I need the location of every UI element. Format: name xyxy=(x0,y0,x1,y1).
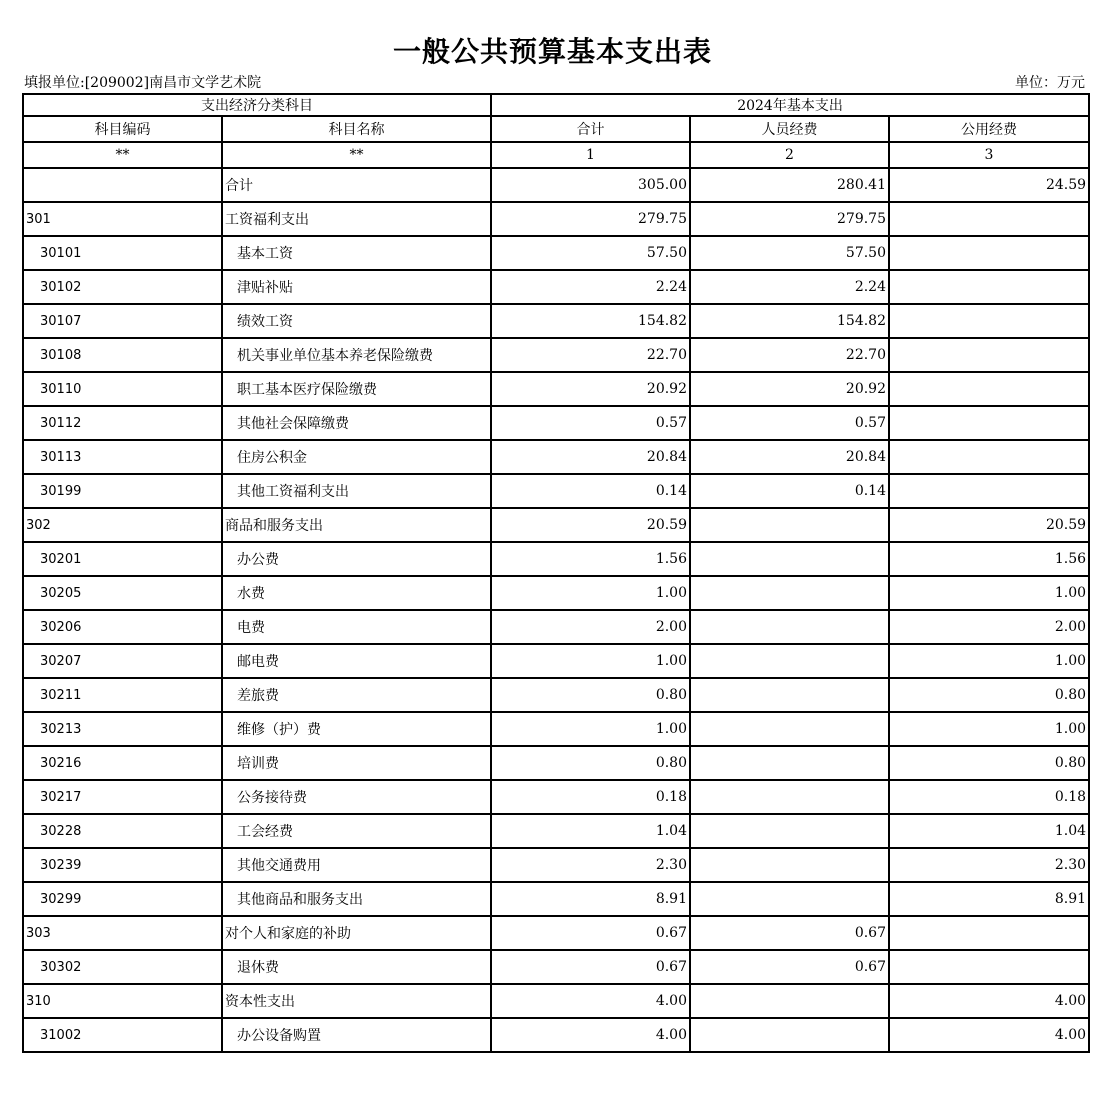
header-code-index: ** xyxy=(23,142,222,168)
table-row xyxy=(23,576,1089,610)
table-row xyxy=(23,304,1089,338)
row-code: 30216 xyxy=(23,746,222,780)
table-row xyxy=(23,1018,1089,1052)
row-personnel: 20.84 xyxy=(690,440,889,474)
header-name: 科目名称 xyxy=(222,116,491,142)
row-name: 职工基本医疗保险缴费 xyxy=(222,372,491,406)
table-row xyxy=(23,508,1089,542)
row-personnel xyxy=(690,1018,889,1052)
row-public xyxy=(889,270,1089,304)
header-total: 合计 xyxy=(491,116,690,142)
row-name: 工会经费 xyxy=(222,814,491,848)
row-total: 0.57 xyxy=(491,406,690,440)
row-code: 31002 xyxy=(23,1018,222,1052)
row-total: 57.50 xyxy=(491,236,690,270)
row-total: 20.84 xyxy=(491,440,690,474)
row-public xyxy=(889,440,1089,474)
row-total: 8.91 xyxy=(491,882,690,916)
row-public xyxy=(889,236,1089,270)
row-code: 30211 xyxy=(23,678,222,712)
page-title: 一般公共预算基本支出表 xyxy=(392,35,712,68)
row-personnel: 154.82 xyxy=(690,304,889,338)
row-total: 2.30 xyxy=(491,848,690,882)
row-name: 水费 xyxy=(222,576,491,610)
row-name: 住房公积金 xyxy=(222,440,491,474)
table-row xyxy=(23,746,1089,780)
row-code: 30299 xyxy=(23,882,222,916)
header-index-row xyxy=(23,142,1089,168)
header-personnel-index: 2 xyxy=(690,142,889,168)
row-name: 其他交通费用 xyxy=(222,848,491,882)
row-code: 30110 xyxy=(23,372,222,406)
table-row xyxy=(23,984,1089,1018)
table-row xyxy=(23,440,1089,474)
row-name: 津贴补贴 xyxy=(222,270,491,304)
row-personnel xyxy=(690,576,889,610)
table-row xyxy=(23,542,1089,576)
row-personnel: 57.50 xyxy=(690,236,889,270)
total-code xyxy=(23,168,222,202)
row-code: 30213 xyxy=(23,712,222,746)
row-code: 303 xyxy=(23,916,222,950)
row-total: 20.92 xyxy=(491,372,690,406)
row-name: 办公费 xyxy=(222,542,491,576)
row-public xyxy=(889,474,1089,508)
table-row xyxy=(23,270,1089,304)
table-row xyxy=(23,950,1089,984)
row-public: 4.00 xyxy=(889,984,1089,1018)
row-name: 其他工资福利支出 xyxy=(222,474,491,508)
table-row xyxy=(23,882,1089,916)
header-total-index: 1 xyxy=(491,142,690,168)
row-total: 1.00 xyxy=(491,712,690,746)
row-total: 4.00 xyxy=(491,1018,690,1052)
row-personnel xyxy=(690,542,889,576)
row-name: 培训费 xyxy=(222,746,491,780)
table-row xyxy=(23,372,1089,406)
row-public: 1.56 xyxy=(889,542,1089,576)
row-personnel xyxy=(690,746,889,780)
row-total: 1.00 xyxy=(491,644,690,678)
row-code: 30239 xyxy=(23,848,222,882)
table-row xyxy=(23,338,1089,372)
row-code: 302 xyxy=(23,508,222,542)
row-public xyxy=(889,338,1089,372)
table-row xyxy=(23,236,1089,270)
row-public: 1.00 xyxy=(889,576,1089,610)
row-public: 20.59 xyxy=(889,508,1089,542)
row-name: 维修（护）费 xyxy=(222,712,491,746)
header-public: 公用经费 xyxy=(889,116,1089,142)
row-total: 0.67 xyxy=(491,916,690,950)
row-personnel xyxy=(690,610,889,644)
row-personnel xyxy=(690,678,889,712)
row-total: 2.24 xyxy=(491,270,690,304)
header-personnel: 人员经费 xyxy=(690,116,889,142)
table-row xyxy=(23,814,1089,848)
row-public xyxy=(889,916,1089,950)
header-name-index: ** xyxy=(222,142,491,168)
total-total: 305.00 xyxy=(491,168,690,202)
row-name: 工资福利支出 xyxy=(222,202,491,236)
table-row xyxy=(23,678,1089,712)
header-group-row xyxy=(23,94,1089,116)
row-code: 30107 xyxy=(23,304,222,338)
row-public: 8.91 xyxy=(889,882,1089,916)
row-public xyxy=(889,950,1089,984)
row-code: 30112 xyxy=(23,406,222,440)
row-total: 0.67 xyxy=(491,950,690,984)
row-total: 1.56 xyxy=(491,542,690,576)
row-total: 1.04 xyxy=(491,814,690,848)
row-personnel: 2.24 xyxy=(690,270,889,304)
row-code: 30205 xyxy=(23,576,222,610)
row-name: 差旅费 xyxy=(222,678,491,712)
row-name: 电费 xyxy=(222,610,491,644)
row-public: 0.80 xyxy=(889,678,1089,712)
row-name: 其他商品和服务支出 xyxy=(222,882,491,916)
header-group-right: 2024年基本支出 xyxy=(491,94,1089,116)
row-total: 279.75 xyxy=(491,202,690,236)
row-code: 301 xyxy=(23,202,222,236)
row-public: 1.00 xyxy=(889,712,1089,746)
row-name: 基本工资 xyxy=(222,236,491,270)
row-total: 4.00 xyxy=(491,984,690,1018)
row-public: 1.04 xyxy=(889,814,1089,848)
row-name: 商品和服务支出 xyxy=(222,508,491,542)
row-code: 30206 xyxy=(23,610,222,644)
row-code: 30217 xyxy=(23,780,222,814)
row-total: 0.80 xyxy=(491,746,690,780)
row-code: 30302 xyxy=(23,950,222,984)
row-personnel: 22.70 xyxy=(690,338,889,372)
row-name: 公务接待费 xyxy=(222,780,491,814)
row-name: 邮电费 xyxy=(222,644,491,678)
header-column-row xyxy=(23,116,1089,142)
row-total: 0.18 xyxy=(491,780,690,814)
row-personnel: 0.67 xyxy=(690,916,889,950)
row-code: 30102 xyxy=(23,270,222,304)
table-row xyxy=(23,406,1089,440)
total-row xyxy=(23,168,1089,202)
row-personnel xyxy=(690,814,889,848)
table-row xyxy=(23,916,1089,950)
reporting-unit: 填报单位:[209002]南昌市文学艺术院 xyxy=(24,75,262,91)
row-personnel: 0.57 xyxy=(690,406,889,440)
row-personnel xyxy=(690,780,889,814)
header-code: 科目编码 xyxy=(23,116,222,142)
budget-table xyxy=(22,93,1090,1053)
row-name: 资本性支出 xyxy=(222,984,491,1018)
row-total: 2.00 xyxy=(491,610,690,644)
row-personnel: 0.67 xyxy=(690,950,889,984)
table-row xyxy=(23,712,1089,746)
row-name: 机关事业单位基本养老保险缴费 xyxy=(222,338,491,372)
row-code: 30108 xyxy=(23,338,222,372)
row-name: 退休费 xyxy=(222,950,491,984)
row-personnel: 0.14 xyxy=(690,474,889,508)
row-personnel: 279.75 xyxy=(690,202,889,236)
header-group-left: 支出经济分类科目 xyxy=(23,94,491,116)
header-public-index: 3 xyxy=(889,142,1089,168)
row-code: 30113 xyxy=(23,440,222,474)
row-total: 22.70 xyxy=(491,338,690,372)
table-row xyxy=(23,644,1089,678)
row-name: 办公设备购置 xyxy=(222,1018,491,1052)
row-code: 30228 xyxy=(23,814,222,848)
row-total: 20.59 xyxy=(491,508,690,542)
row-total: 0.80 xyxy=(491,678,690,712)
row-personnel xyxy=(690,712,889,746)
row-name: 其他社会保障缴费 xyxy=(222,406,491,440)
row-personnel: 20.92 xyxy=(690,372,889,406)
row-public xyxy=(889,202,1089,236)
row-name: 绩效工资 xyxy=(222,304,491,338)
table-row xyxy=(23,848,1089,882)
row-code: 30207 xyxy=(23,644,222,678)
row-public: 1.00 xyxy=(889,644,1089,678)
table-row xyxy=(23,474,1089,508)
row-public: 0.18 xyxy=(889,780,1089,814)
row-code: 310 xyxy=(23,984,222,1018)
row-total: 154.82 xyxy=(491,304,690,338)
row-public: 2.30 xyxy=(889,848,1089,882)
row-public: 4.00 xyxy=(889,1018,1089,1052)
currency-unit: 单位：万元 xyxy=(1015,75,1085,91)
row-personnel xyxy=(690,508,889,542)
row-code: 30101 xyxy=(23,236,222,270)
row-personnel xyxy=(690,882,889,916)
row-total: 1.00 xyxy=(491,576,690,610)
row-public xyxy=(889,406,1089,440)
row-personnel xyxy=(690,984,889,1018)
total-public: 24.59 xyxy=(889,168,1089,202)
row-public xyxy=(889,304,1089,338)
table-row xyxy=(23,202,1089,236)
row-public: 2.00 xyxy=(889,610,1089,644)
row-code: 30201 xyxy=(23,542,222,576)
total-personnel: 280.41 xyxy=(690,168,889,202)
row-code: 30199 xyxy=(23,474,222,508)
table-row xyxy=(23,610,1089,644)
table-row xyxy=(23,780,1089,814)
row-public: 0.80 xyxy=(889,746,1089,780)
row-name: 对个人和家庭的补助 xyxy=(222,916,491,950)
total-name: 合计 xyxy=(222,168,491,202)
row-personnel xyxy=(690,848,889,882)
row-public xyxy=(889,372,1089,406)
row-total: 0.14 xyxy=(491,474,690,508)
row-personnel xyxy=(690,644,889,678)
